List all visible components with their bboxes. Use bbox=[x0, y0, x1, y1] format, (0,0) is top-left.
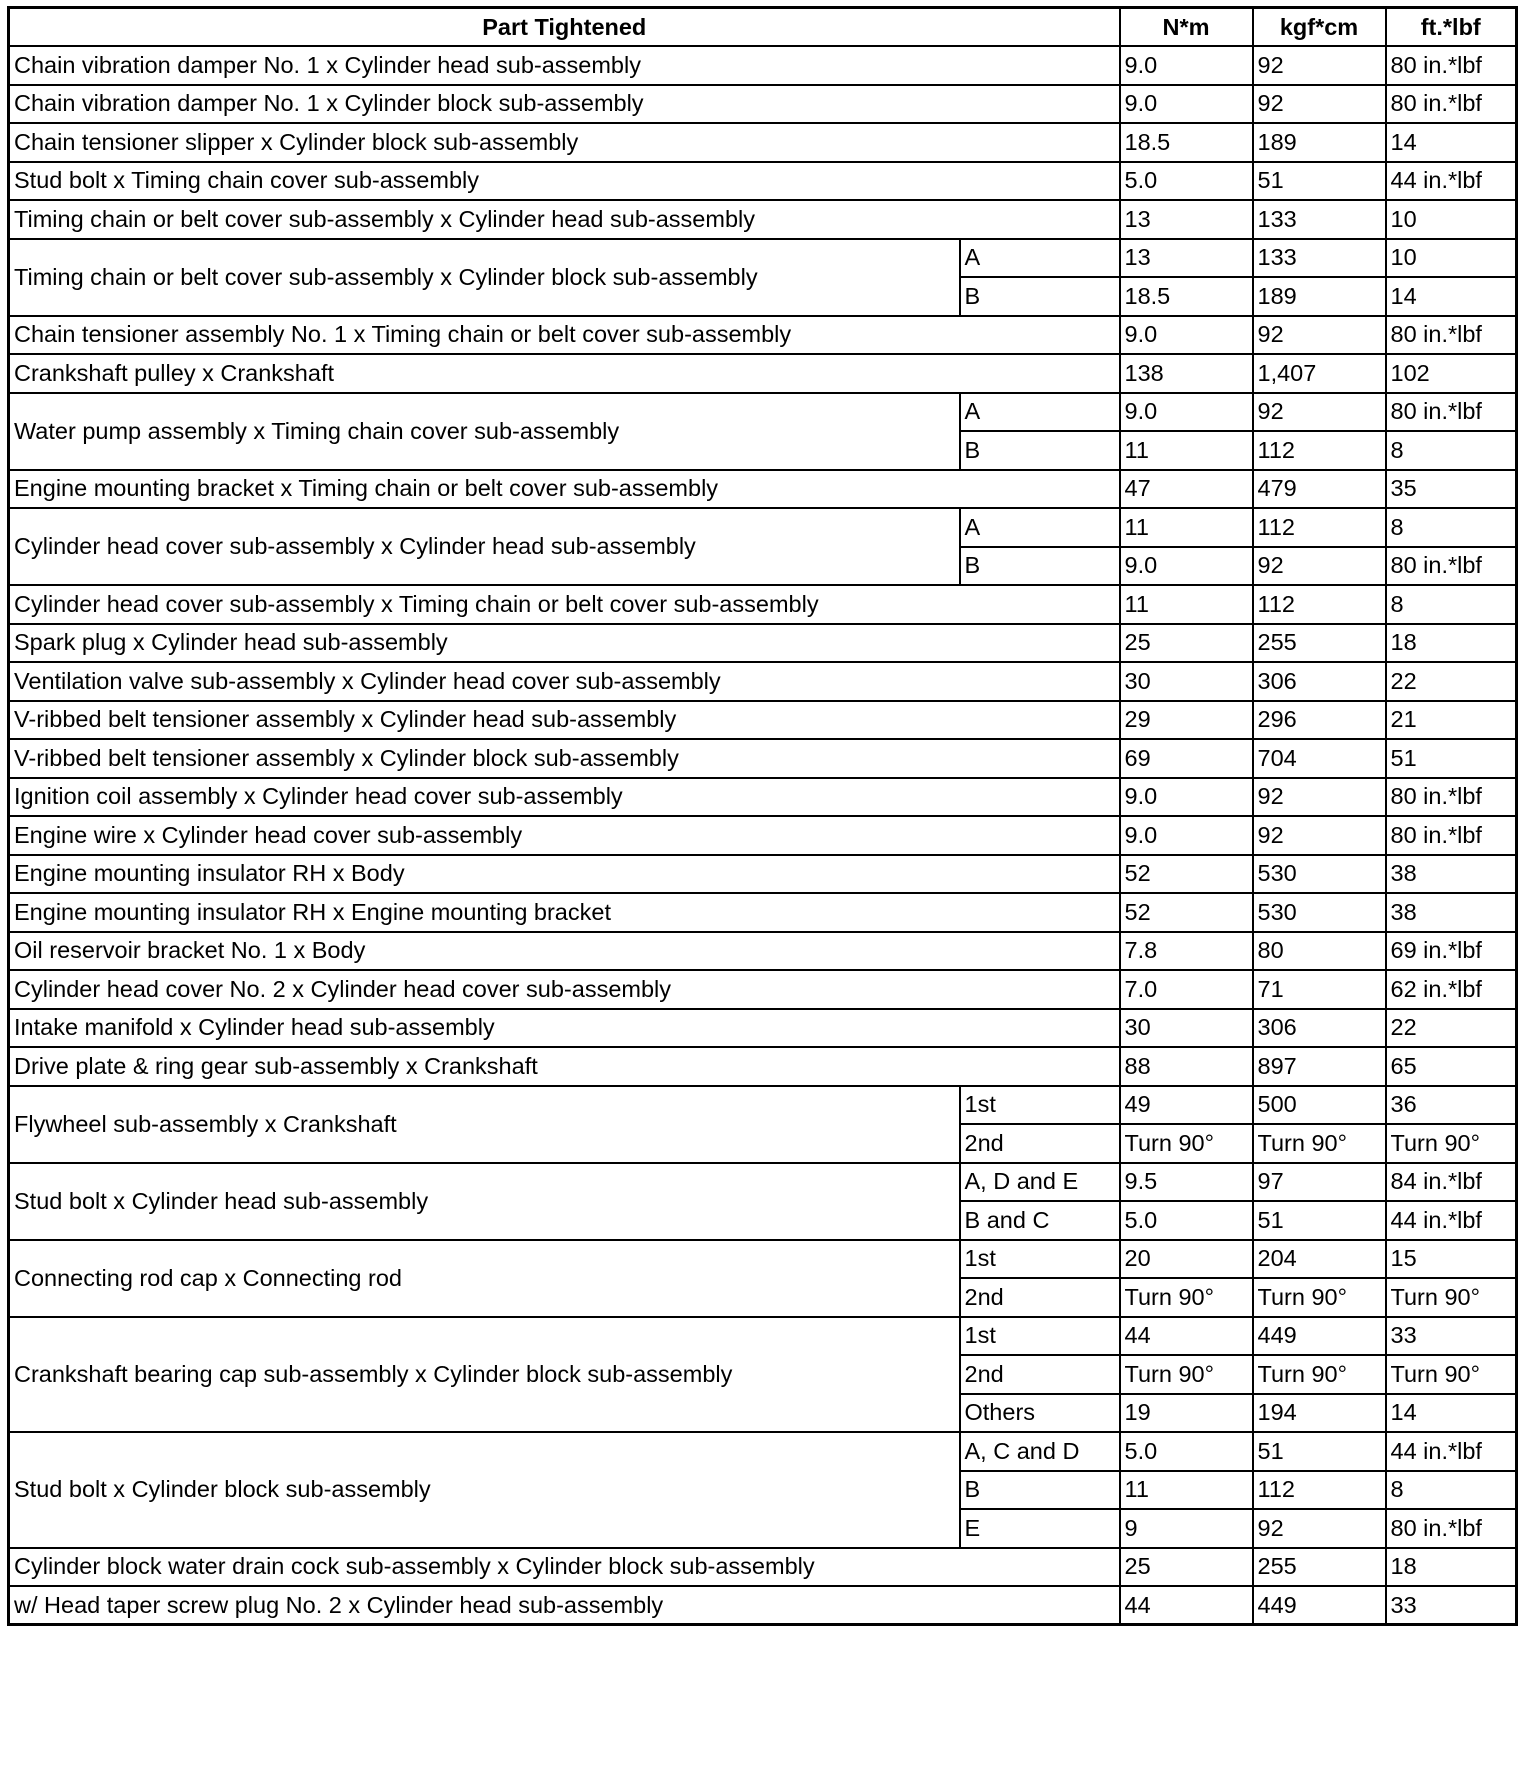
nm-cell: 138 bbox=[1120, 354, 1253, 393]
kgf-cm-cell: 92 bbox=[1253, 316, 1386, 355]
condition-cell: 2nd bbox=[960, 1124, 1120, 1163]
table-body bbox=[9, 46, 1517, 1625]
torque-spec-table bbox=[7, 6, 1518, 1626]
table-row bbox=[9, 316, 1517, 355]
ft-lbf-cell: 84 in.*lbf bbox=[1386, 1163, 1517, 1202]
ft-lbf-cell: 80 in.*lbf bbox=[1386, 1509, 1517, 1548]
condition-cell: E bbox=[960, 1509, 1120, 1548]
nm-cell: Turn 90° bbox=[1120, 1355, 1253, 1394]
part-tightened-cell: Stud bolt x Cylinder block sub-assembly bbox=[9, 1432, 960, 1548]
part-tightened-cell: Engine wire x Cylinder head cover sub-assembly bbox=[9, 816, 1120, 855]
ft-lbf-cell: 18 bbox=[1386, 624, 1517, 663]
ft-lbf-cell: 80 in.*lbf bbox=[1386, 316, 1517, 355]
ft-lbf-cell: 51 bbox=[1386, 739, 1517, 778]
part-tightened-cell: Chain vibration damper No. 1 x Cylinder block sub-assembly bbox=[9, 85, 1120, 124]
part-tightened-cell: Engine mounting insulator RH x Engine mounting bracket bbox=[9, 893, 1120, 932]
part-tightened-cell: Chain tensioner slipper x Cylinder block sub-assembly bbox=[9, 123, 1120, 162]
ft-lbf-cell: 10 bbox=[1386, 239, 1517, 278]
nm-cell: 69 bbox=[1120, 739, 1253, 778]
nm-cell: 9 bbox=[1120, 1509, 1253, 1548]
kgf-cm-cell: 112 bbox=[1253, 1471, 1386, 1510]
table-header-row bbox=[9, 8, 1517, 47]
table-row bbox=[9, 855, 1517, 894]
kgf-cm-cell: 92 bbox=[1253, 85, 1386, 124]
table-row bbox=[9, 354, 1517, 393]
condition-cell: 1st bbox=[960, 1086, 1120, 1125]
header-kgf-cm: kgf*cm bbox=[1253, 8, 1386, 47]
table-row bbox=[9, 1240, 1517, 1279]
ft-lbf-cell: 80 in.*lbf bbox=[1386, 85, 1517, 124]
kgf-cm-cell: Turn 90° bbox=[1253, 1124, 1386, 1163]
nm-cell: 9.0 bbox=[1120, 778, 1253, 817]
kgf-cm-cell: 530 bbox=[1253, 855, 1386, 894]
nm-cell: 9.0 bbox=[1120, 816, 1253, 855]
table-row bbox=[9, 46, 1517, 85]
table-row bbox=[9, 1009, 1517, 1048]
ft-lbf-cell: 38 bbox=[1386, 893, 1517, 932]
part-tightened-cell: Engine mounting insulator RH x Body bbox=[9, 855, 1120, 894]
part-tightened-cell: Stud bolt x Timing chain cover sub-assembly bbox=[9, 162, 1120, 201]
table-row bbox=[9, 1586, 1517, 1625]
kgf-cm-cell: 255 bbox=[1253, 1548, 1386, 1587]
nm-cell: 18.5 bbox=[1120, 123, 1253, 162]
table-row bbox=[9, 1317, 1517, 1356]
header-part-tightened: Part Tightened bbox=[9, 8, 1120, 47]
kgf-cm-cell: 704 bbox=[1253, 739, 1386, 778]
nm-cell: 19 bbox=[1120, 1394, 1253, 1433]
table-row bbox=[9, 739, 1517, 778]
condition-cell: A bbox=[960, 508, 1120, 547]
part-tightened-cell: w/ Head taper screw plug No. 2 x Cylinder head sub-assembly bbox=[9, 1586, 1120, 1625]
nm-cell: 9.0 bbox=[1120, 316, 1253, 355]
condition-cell: A bbox=[960, 393, 1120, 432]
nm-cell: 11 bbox=[1120, 585, 1253, 624]
nm-cell: 44 bbox=[1120, 1317, 1253, 1356]
ft-lbf-cell: 36 bbox=[1386, 1086, 1517, 1125]
kgf-cm-cell: 92 bbox=[1253, 1509, 1386, 1548]
table-row bbox=[9, 662, 1517, 701]
part-tightened-cell: Cylinder block water drain cock sub-assembly x Cylinder block sub-assembly bbox=[9, 1548, 1120, 1587]
nm-cell: Turn 90° bbox=[1120, 1124, 1253, 1163]
part-tightened-cell: Crankshaft pulley x Crankshaft bbox=[9, 354, 1120, 393]
table-row bbox=[9, 624, 1517, 663]
ft-lbf-cell: Turn 90° bbox=[1386, 1355, 1517, 1394]
table-row bbox=[9, 701, 1517, 740]
kgf-cm-cell: 92 bbox=[1253, 778, 1386, 817]
kgf-cm-cell: 51 bbox=[1253, 1201, 1386, 1240]
table-row bbox=[9, 816, 1517, 855]
ft-lbf-cell: 65 bbox=[1386, 1047, 1517, 1086]
nm-cell: 25 bbox=[1120, 1548, 1253, 1587]
nm-cell: 7.8 bbox=[1120, 932, 1253, 971]
ft-lbf-cell: 8 bbox=[1386, 1471, 1517, 1510]
table-row bbox=[9, 585, 1517, 624]
ft-lbf-cell: 80 in.*lbf bbox=[1386, 778, 1517, 817]
table-row bbox=[9, 162, 1517, 201]
ft-lbf-cell: Turn 90° bbox=[1386, 1278, 1517, 1317]
kgf-cm-cell: 112 bbox=[1253, 431, 1386, 470]
part-tightened-cell: V-ribbed belt tensioner assembly x Cylinder block sub-assembly bbox=[9, 739, 1120, 778]
condition-cell: A, C and D bbox=[960, 1432, 1120, 1471]
ft-lbf-cell: 22 bbox=[1386, 1009, 1517, 1048]
table-row bbox=[9, 1548, 1517, 1587]
ft-lbf-cell: 80 in.*lbf bbox=[1386, 816, 1517, 855]
kgf-cm-cell: Turn 90° bbox=[1253, 1278, 1386, 1317]
part-tightened-cell: V-ribbed belt tensioner assembly x Cylinder head sub-assembly bbox=[9, 701, 1120, 740]
ft-lbf-cell: 14 bbox=[1386, 123, 1517, 162]
condition-cell: B bbox=[960, 547, 1120, 586]
ft-lbf-cell: 102 bbox=[1386, 354, 1517, 393]
ft-lbf-cell: 8 bbox=[1386, 431, 1517, 470]
nm-cell: 9.5 bbox=[1120, 1163, 1253, 1202]
ft-lbf-cell: 62 in.*lbf bbox=[1386, 970, 1517, 1009]
kgf-cm-cell: 306 bbox=[1253, 662, 1386, 701]
kgf-cm-cell: Turn 90° bbox=[1253, 1355, 1386, 1394]
ft-lbf-cell: 80 in.*lbf bbox=[1386, 547, 1517, 586]
kgf-cm-cell: 51 bbox=[1253, 162, 1386, 201]
part-tightened-cell: Ignition coil assembly x Cylinder head cover sub-assembly bbox=[9, 778, 1120, 817]
part-tightened-cell: Drive plate & ring gear sub-assembly x Crankshaft bbox=[9, 1047, 1120, 1086]
kgf-cm-cell: 204 bbox=[1253, 1240, 1386, 1279]
part-tightened-cell: Stud bolt x Cylinder head sub-assembly bbox=[9, 1163, 960, 1240]
condition-cell: 2nd bbox=[960, 1355, 1120, 1394]
condition-cell: B bbox=[960, 431, 1120, 470]
kgf-cm-cell: 133 bbox=[1253, 200, 1386, 239]
table-row bbox=[9, 1432, 1517, 1471]
kgf-cm-cell: 92 bbox=[1253, 816, 1386, 855]
nm-cell: 52 bbox=[1120, 893, 1253, 932]
kgf-cm-cell: 449 bbox=[1253, 1317, 1386, 1356]
kgf-cm-cell: 530 bbox=[1253, 893, 1386, 932]
table-row bbox=[9, 85, 1517, 124]
part-tightened-cell: Chain vibration damper No. 1 x Cylinder head sub-assembly bbox=[9, 46, 1120, 85]
table-row bbox=[9, 1163, 1517, 1202]
nm-cell: 5.0 bbox=[1120, 1432, 1253, 1471]
ft-lbf-cell: 44 in.*lbf bbox=[1386, 1432, 1517, 1471]
nm-cell: 11 bbox=[1120, 431, 1253, 470]
part-tightened-cell: Flywheel sub-assembly x Crankshaft bbox=[9, 1086, 960, 1163]
condition-cell: A bbox=[960, 239, 1120, 278]
nm-cell: 25 bbox=[1120, 624, 1253, 663]
nm-cell: 7.0 bbox=[1120, 970, 1253, 1009]
kgf-cm-cell: 92 bbox=[1253, 547, 1386, 586]
kgf-cm-cell: 80 bbox=[1253, 932, 1386, 971]
ft-lbf-cell: Turn 90° bbox=[1386, 1124, 1517, 1163]
ft-lbf-cell: 69 in.*lbf bbox=[1386, 932, 1517, 971]
part-tightened-cell: Engine mounting bracket x Timing chain or belt cover sub-assembly bbox=[9, 470, 1120, 509]
kgf-cm-cell: 51 bbox=[1253, 1432, 1386, 1471]
kgf-cm-cell: 897 bbox=[1253, 1047, 1386, 1086]
nm-cell: 9.0 bbox=[1120, 393, 1253, 432]
part-tightened-cell: Intake manifold x Cylinder head sub-assembly bbox=[9, 1009, 1120, 1048]
nm-cell: 18.5 bbox=[1120, 277, 1253, 316]
ft-lbf-cell: 8 bbox=[1386, 585, 1517, 624]
table-row bbox=[9, 1047, 1517, 1086]
kgf-cm-cell: 500 bbox=[1253, 1086, 1386, 1125]
nm-cell: 9.0 bbox=[1120, 46, 1253, 85]
kgf-cm-cell: 97 bbox=[1253, 1163, 1386, 1202]
part-tightened-cell: Oil reservoir bracket No. 1 x Body bbox=[9, 932, 1120, 971]
nm-cell: 20 bbox=[1120, 1240, 1253, 1279]
nm-cell: 13 bbox=[1120, 239, 1253, 278]
nm-cell: 13 bbox=[1120, 200, 1253, 239]
nm-cell: 52 bbox=[1120, 855, 1253, 894]
nm-cell: 44 bbox=[1120, 1586, 1253, 1625]
kgf-cm-cell: 189 bbox=[1253, 277, 1386, 316]
ft-lbf-cell: 44 in.*lbf bbox=[1386, 1201, 1517, 1240]
ft-lbf-cell: 35 bbox=[1386, 470, 1517, 509]
ft-lbf-cell: 80 in.*lbf bbox=[1386, 46, 1517, 85]
table-row bbox=[9, 1086, 1517, 1125]
condition-cell: 2nd bbox=[960, 1278, 1120, 1317]
kgf-cm-cell: 306 bbox=[1253, 1009, 1386, 1048]
table-row bbox=[9, 470, 1517, 509]
table-row bbox=[9, 932, 1517, 971]
part-tightened-cell: Cylinder head cover sub-assembly x Timing chain or belt cover sub-assembly bbox=[9, 585, 1120, 624]
nm-cell: 88 bbox=[1120, 1047, 1253, 1086]
nm-cell: 30 bbox=[1120, 1009, 1253, 1048]
ft-lbf-cell: 18 bbox=[1386, 1548, 1517, 1587]
kgf-cm-cell: 71 bbox=[1253, 970, 1386, 1009]
condition-cell: B and C bbox=[960, 1201, 1120, 1240]
ft-lbf-cell: 10 bbox=[1386, 200, 1517, 239]
nm-cell: Turn 90° bbox=[1120, 1278, 1253, 1317]
part-tightened-cell: Chain tensioner assembly No. 1 x Timing chain or belt cover sub-assembly bbox=[9, 316, 1120, 355]
kgf-cm-cell: 449 bbox=[1253, 1586, 1386, 1625]
ft-lbf-cell: 44 in.*lbf bbox=[1386, 162, 1517, 201]
header-ft-lbf: ft.*lbf bbox=[1386, 8, 1517, 47]
kgf-cm-cell: 194 bbox=[1253, 1394, 1386, 1433]
nm-cell: 11 bbox=[1120, 1471, 1253, 1510]
kgf-cm-cell: 189 bbox=[1253, 123, 1386, 162]
ft-lbf-cell: 80 in.*lbf bbox=[1386, 393, 1517, 432]
kgf-cm-cell: 133 bbox=[1253, 239, 1386, 278]
table-row bbox=[9, 508, 1517, 547]
part-tightened-cell: Ventilation valve sub-assembly x Cylinder head cover sub-assembly bbox=[9, 662, 1120, 701]
nm-cell: 47 bbox=[1120, 470, 1253, 509]
condition-cell: 1st bbox=[960, 1240, 1120, 1279]
part-tightened-cell: Spark plug x Cylinder head sub-assembly bbox=[9, 624, 1120, 663]
part-tightened-cell: Crankshaft bearing cap sub-assembly x Cylinder block sub-assembly bbox=[9, 1317, 960, 1433]
nm-cell: 9.0 bbox=[1120, 85, 1253, 124]
kgf-cm-cell: 1,407 bbox=[1253, 354, 1386, 393]
ft-lbf-cell: 8 bbox=[1386, 508, 1517, 547]
table-row bbox=[9, 239, 1517, 278]
condition-cell: 1st bbox=[960, 1317, 1120, 1356]
condition-cell: Others bbox=[960, 1394, 1120, 1433]
part-tightened-cell: Water pump assembly x Timing chain cover sub-assembly bbox=[9, 393, 960, 470]
part-tightened-cell: Cylinder head cover No. 2 x Cylinder head cover sub-assembly bbox=[9, 970, 1120, 1009]
nm-cell: 30 bbox=[1120, 662, 1253, 701]
nm-cell: 9.0 bbox=[1120, 547, 1253, 586]
condition-cell: B bbox=[960, 1471, 1120, 1510]
ft-lbf-cell: 15 bbox=[1386, 1240, 1517, 1279]
kgf-cm-cell: 92 bbox=[1253, 46, 1386, 85]
nm-cell: 11 bbox=[1120, 508, 1253, 547]
ft-lbf-cell: 33 bbox=[1386, 1317, 1517, 1356]
header-nm: N*m bbox=[1120, 8, 1253, 47]
condition-cell: B bbox=[960, 277, 1120, 316]
part-tightened-cell: Connecting rod cap x Connecting rod bbox=[9, 1240, 960, 1317]
table-row bbox=[9, 123, 1517, 162]
table-row bbox=[9, 200, 1517, 239]
kgf-cm-cell: 296 bbox=[1253, 701, 1386, 740]
ft-lbf-cell: 21 bbox=[1386, 701, 1517, 740]
table-row bbox=[9, 970, 1517, 1009]
kgf-cm-cell: 112 bbox=[1253, 585, 1386, 624]
ft-lbf-cell: 14 bbox=[1386, 1394, 1517, 1433]
ft-lbf-cell: 33 bbox=[1386, 1586, 1517, 1625]
nm-cell: 29 bbox=[1120, 701, 1253, 740]
part-tightened-cell: Timing chain or belt cover sub-assembly x Cylinder head sub-assembly bbox=[9, 200, 1120, 239]
table-row bbox=[9, 893, 1517, 932]
part-tightened-cell: Timing chain or belt cover sub-assembly x Cylinder block sub-assembly bbox=[9, 239, 960, 316]
kgf-cm-cell: 255 bbox=[1253, 624, 1386, 663]
table-row bbox=[9, 778, 1517, 817]
ft-lbf-cell: 14 bbox=[1386, 277, 1517, 316]
condition-cell: A, D and E bbox=[960, 1163, 1120, 1202]
ft-lbf-cell: 22 bbox=[1386, 662, 1517, 701]
nm-cell: 49 bbox=[1120, 1086, 1253, 1125]
nm-cell: 5.0 bbox=[1120, 1201, 1253, 1240]
table-row bbox=[9, 393, 1517, 432]
part-tightened-cell: Cylinder head cover sub-assembly x Cylinder head sub-assembly bbox=[9, 508, 960, 585]
kgf-cm-cell: 479 bbox=[1253, 470, 1386, 509]
nm-cell: 5.0 bbox=[1120, 162, 1253, 201]
kgf-cm-cell: 112 bbox=[1253, 508, 1386, 547]
ft-lbf-cell: 38 bbox=[1386, 855, 1517, 894]
kgf-cm-cell: 92 bbox=[1253, 393, 1386, 432]
